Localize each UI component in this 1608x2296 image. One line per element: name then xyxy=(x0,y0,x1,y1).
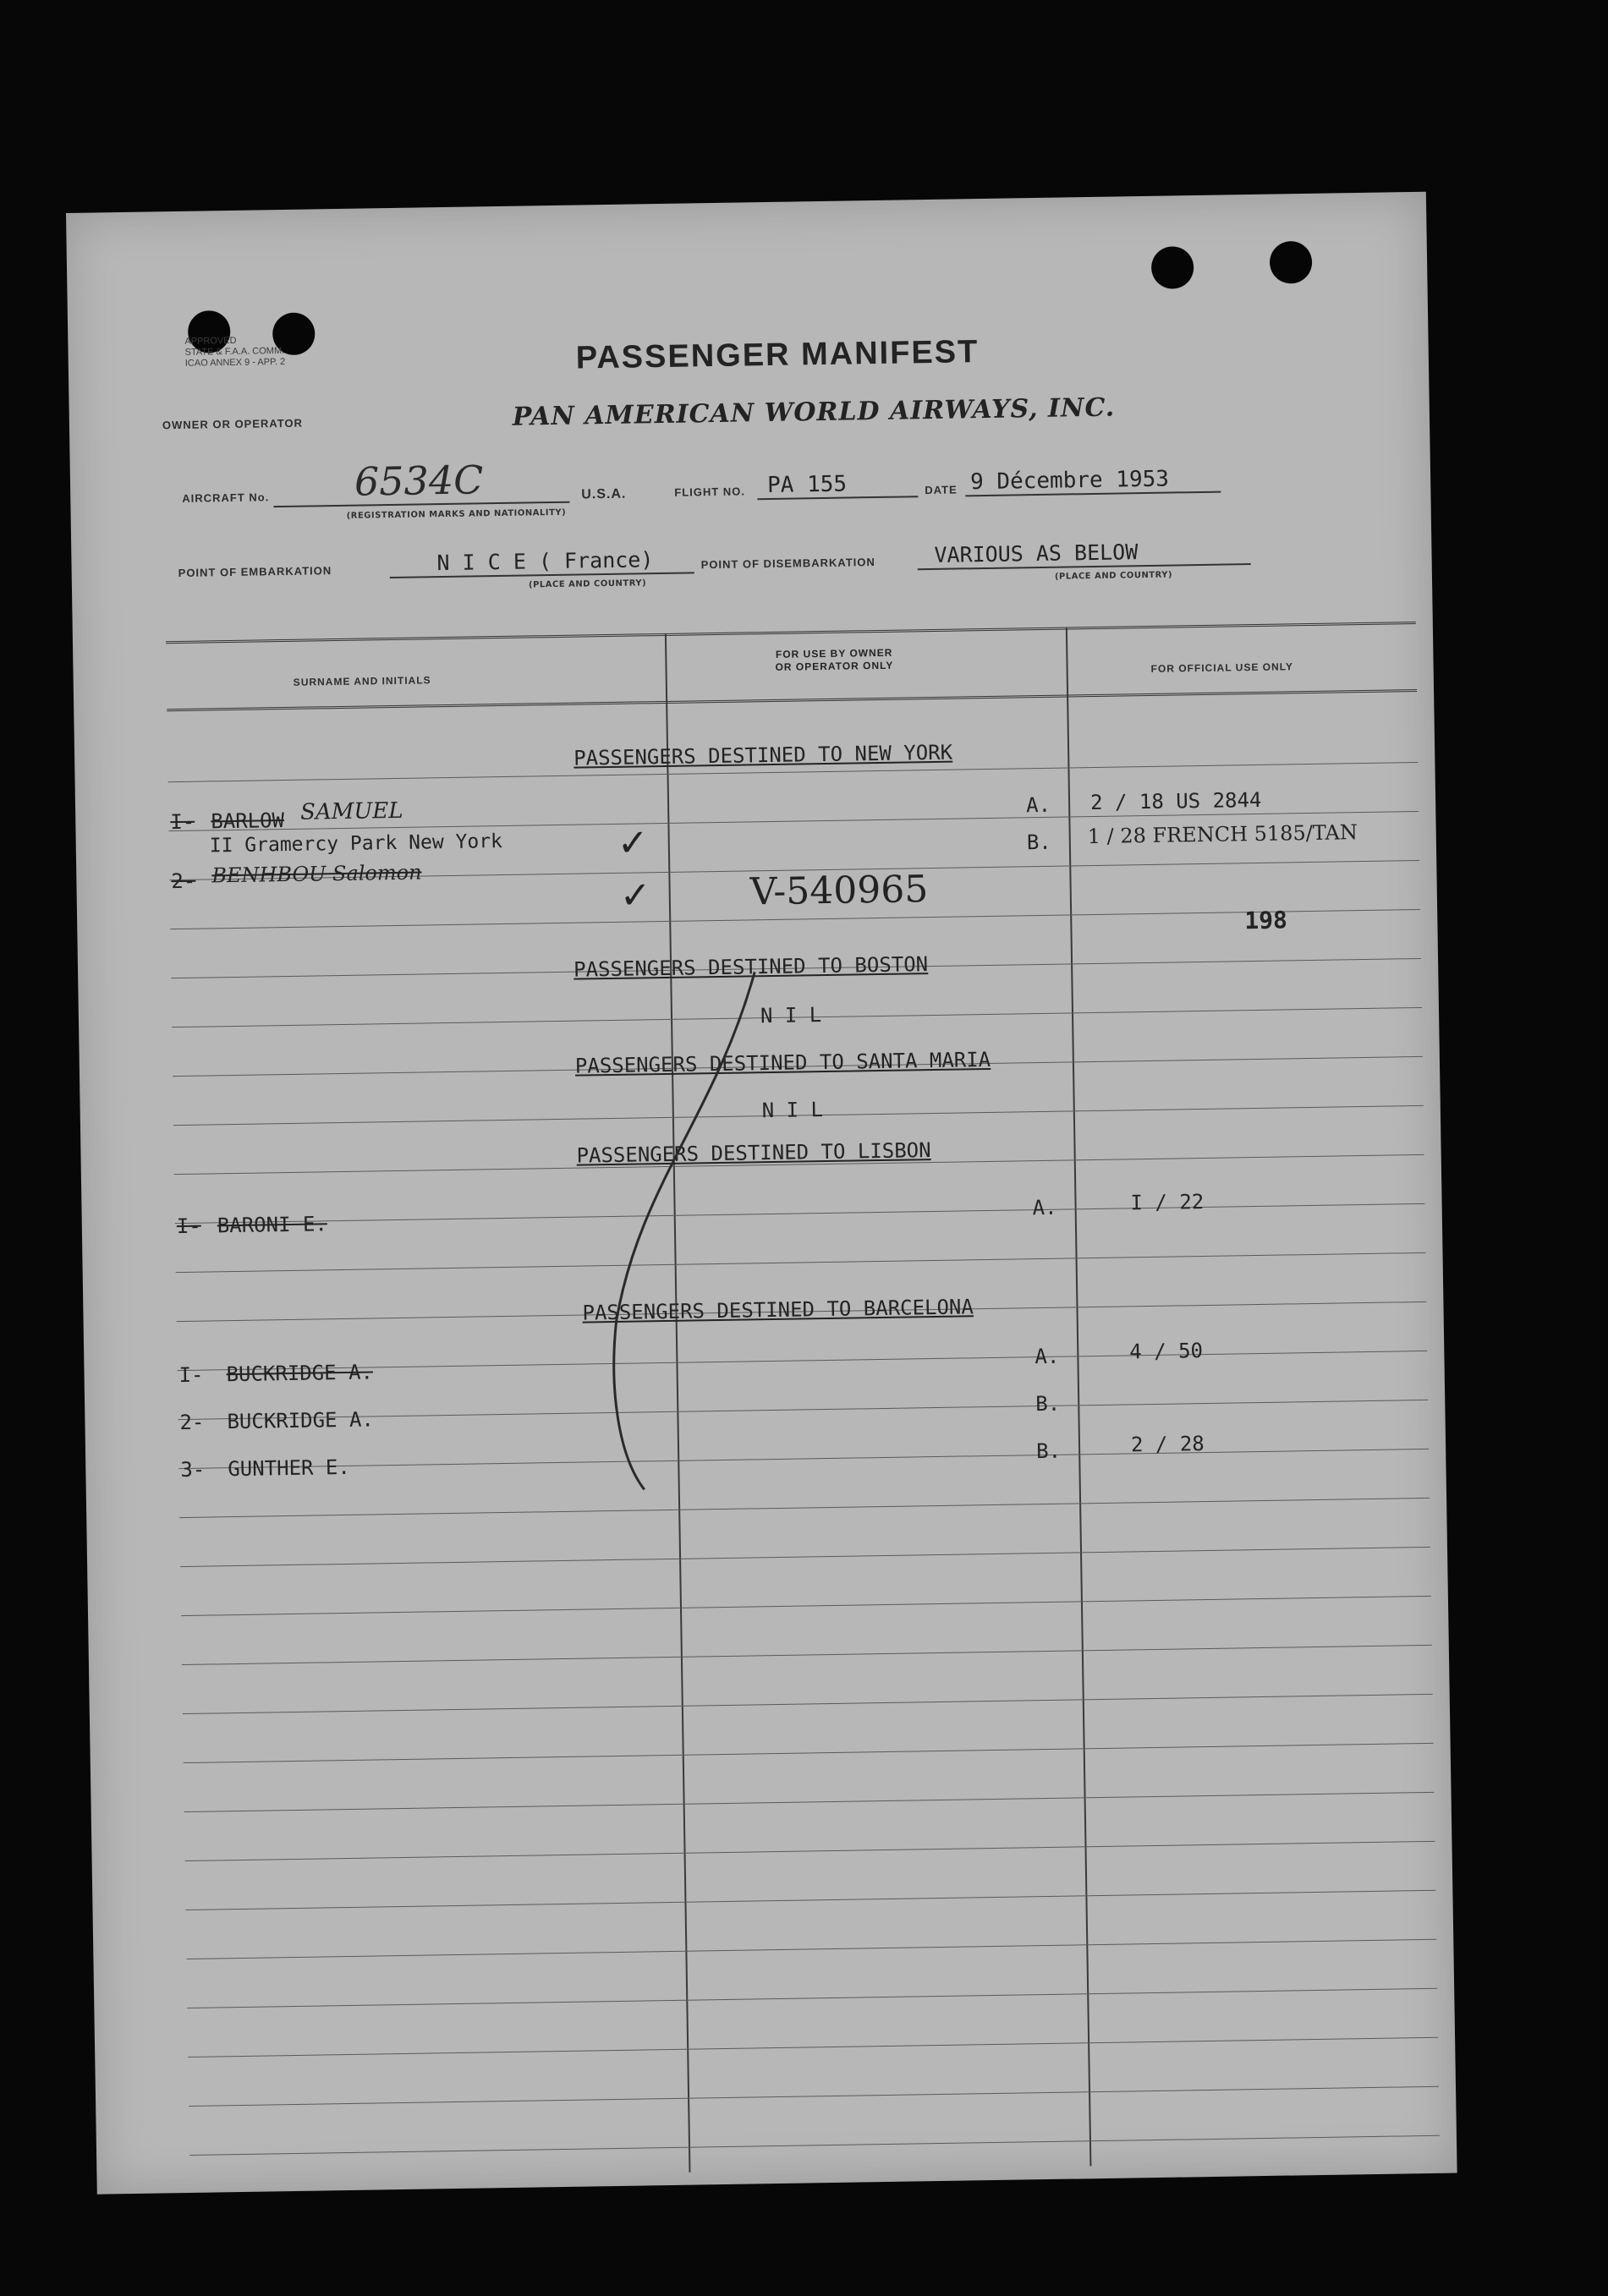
airline-name: PAN AMERICAN WORLD AIRWAYS, INC. xyxy=(512,392,1116,432)
class-code: A. xyxy=(1032,1195,1057,1220)
class-code: B. xyxy=(1026,830,1051,855)
approval-stamp: APPROVED STATE & F.A.A. COMM. ICAO ANNEX 9 - APP. 2 xyxy=(184,335,286,369)
ruled-line xyxy=(188,2037,1438,2058)
ruled-line xyxy=(176,1252,1426,1273)
check-mark-icon: ✓ xyxy=(619,874,652,918)
row-number: I- xyxy=(170,809,195,835)
nil-entry: N I L xyxy=(761,1098,824,1123)
check-mark-icon: ✓ xyxy=(617,821,650,865)
embark-label: POINT OF EMBARKATION xyxy=(178,564,332,579)
disembark-value: VARIOUS AS BELOW xyxy=(934,540,1139,567)
ruled-line xyxy=(187,1988,1437,2008)
ruled-line xyxy=(180,1547,1430,1567)
header-rule-bottom xyxy=(167,689,1417,711)
ruled-line xyxy=(181,1596,1431,1616)
owner-label: OWNER OR OPERATOR xyxy=(162,416,304,432)
passenger-name: BARONI E. xyxy=(217,1212,328,1238)
aircraft-value: 6534C xyxy=(354,457,484,505)
passenger-name: BARLOW xyxy=(211,808,285,834)
section-heading: PASSENGERS DESTINED TO BOSTON xyxy=(573,952,929,982)
row-number: 2- xyxy=(179,1410,205,1435)
passenger-name: BUCKRIDGE A. xyxy=(226,1360,374,1387)
date-value: 9 Décembre 1953 xyxy=(969,466,1170,496)
passenger-handwritten-name: SAMUEL xyxy=(299,797,403,825)
column-header-official: FOR OFFICIAL USE ONLY xyxy=(1150,660,1294,675)
section-heading: PASSENGERS DESTINED TO BARCELONA xyxy=(582,1295,974,1325)
disembark-label: POINT OF DISEMBARKATION xyxy=(700,556,875,572)
header-rule-top xyxy=(166,622,1416,644)
ruled-line xyxy=(184,1743,1434,1763)
ruled-line xyxy=(186,1890,1436,1910)
flight-label: FLIGHT NO. xyxy=(674,485,746,499)
aircraft-label: AIRCRAFT No. xyxy=(182,490,270,505)
disembark-sub: (PLACE AND COUNTRY) xyxy=(1054,570,1173,582)
ruled-line xyxy=(189,2086,1439,2107)
passenger-name: BUCKRIDGE A. xyxy=(227,1407,375,1434)
page-title: PASSENGER MANIFEST xyxy=(575,334,980,376)
row-number: 3- xyxy=(180,1457,206,1482)
ruled-line xyxy=(185,1841,1435,1861)
punch-hole xyxy=(1270,241,1313,284)
class-code: B. xyxy=(1035,1391,1061,1417)
official-entry: 4 / 50 xyxy=(1129,1339,1204,1364)
ruled-line xyxy=(183,1694,1433,1714)
section-heading: PASSENGERS DESTINED TO NEW YORK xyxy=(573,740,953,770)
row-number: I- xyxy=(178,1362,204,1388)
ruled-line xyxy=(189,2135,1440,2156)
passenger-address: II Gramercy Park New York xyxy=(209,830,503,858)
official-entry: 2 / 28 xyxy=(1130,1432,1205,1457)
pencil-strike-line xyxy=(585,963,780,1507)
row-number: I- xyxy=(176,1214,201,1239)
official-number: 198 xyxy=(1244,906,1288,935)
manifest-sheet xyxy=(66,192,1457,2195)
embark-sub: (PLACE AND COUNTRY) xyxy=(528,578,647,590)
class-code: A. xyxy=(1025,792,1051,818)
embark-value: N I C E ( France) xyxy=(436,547,654,576)
date-label: DATE xyxy=(925,483,958,497)
ruled-line xyxy=(179,1498,1430,1518)
flight-value: PA 155 xyxy=(766,471,848,499)
section-heading: PASSENGERS DESTINED TO SANTA MARIA xyxy=(574,1047,991,1078)
ruled-line xyxy=(182,1645,1432,1665)
ruled-line xyxy=(186,1939,1436,1959)
passenger-handwritten-name: BENHBOU Salomon xyxy=(211,860,422,888)
passenger-name: GUNTHER E. xyxy=(228,1455,351,1482)
column-header-owner: FOR USE BY OWNER OR OPERATOR ONLY xyxy=(775,646,894,673)
official-entry: 1 / 28 FRENCH 5185/TAN xyxy=(1087,820,1358,849)
class-code: B. xyxy=(1035,1438,1062,1464)
ruled-line xyxy=(178,1449,1429,1469)
punch-hole xyxy=(1151,246,1194,289)
column-divider-2 xyxy=(1066,627,1092,2166)
nationality-label: U.S.A. xyxy=(581,486,627,502)
official-entry: 2 / 18 US 2844 xyxy=(1089,787,1262,815)
class-code: A. xyxy=(1034,1344,1060,1369)
section-heading: PASSENGERS DESTINED TO LISBON xyxy=(576,1138,931,1168)
ruled-line xyxy=(175,1203,1425,1224)
official-entry: I / 22 xyxy=(1130,1190,1205,1215)
ruled-line xyxy=(184,1792,1435,1812)
ruled-lines xyxy=(66,192,1426,213)
column-header-name: SURNAME AND INITIALS xyxy=(293,674,431,688)
row-number: 2- xyxy=(171,869,196,894)
nil-entry: N I L xyxy=(760,1003,822,1028)
visa-number: V-540965 xyxy=(749,868,929,914)
aircraft-sub: (REGISTRATION MARKS AND NATIONALITY) xyxy=(346,507,567,521)
